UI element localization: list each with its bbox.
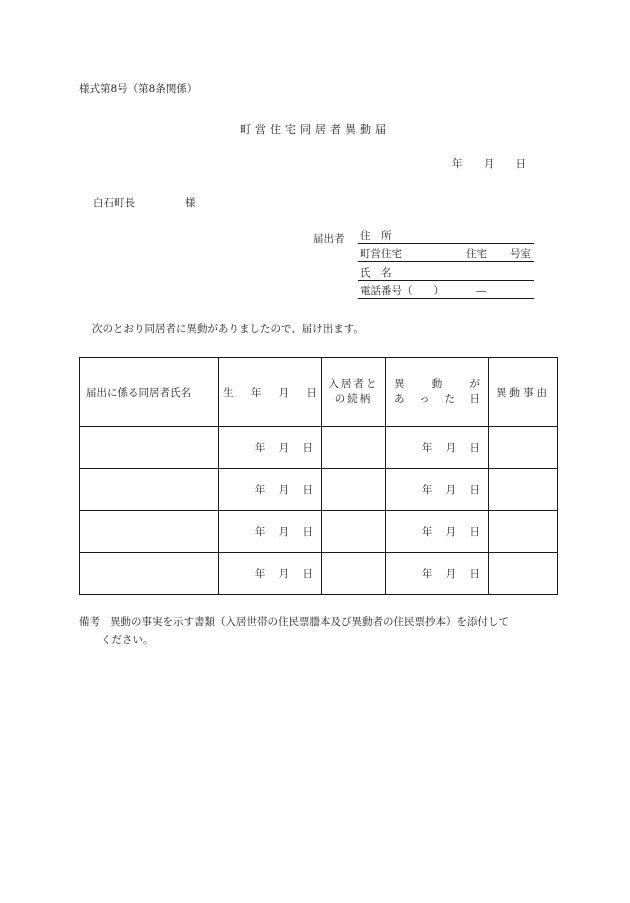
table-header-row: [80, 358, 558, 427]
birth-date-cell[interactable]: 年 月 日: [219, 553, 322, 595]
housing-unit-label: 住宅: [466, 248, 487, 260]
form-number: 様式第8号（第8条関係）: [79, 83, 198, 95]
header-relation-line2: の続柄: [334, 393, 373, 405]
header-relation: [322, 358, 386, 427]
intro-text: 次のとおり同居者に異動がありましたので、届け出ます。: [92, 323, 364, 335]
member-change-table: [79, 357, 558, 595]
reason-cell[interactable]: [489, 427, 558, 469]
note-label: 備考: [79, 616, 100, 628]
note-line1: 異動の事実を示す書類（入居世帯の住民票謄本及び異動者の住民票抄本）を添付して: [110, 616, 509, 628]
addressee-name: 白石町長: [93, 197, 135, 209]
relation-cell[interactable]: [322, 469, 386, 511]
header-member-name: 届出に係る同居者氏名: [80, 358, 219, 427]
relation-cell[interactable]: [322, 553, 386, 595]
header-change-date-char: あ: [394, 393, 405, 405]
member-name-cell[interactable]: [80, 427, 219, 469]
notifier-address-field[interactable]: [358, 229, 534, 244]
header-change-date-char: 日: [469, 393, 480, 405]
change-date-cell[interactable]: 年 月 日: [386, 511, 489, 553]
phone-dash: —: [476, 285, 487, 297]
notifier-name-field[interactable]: [358, 266, 534, 281]
housing-label: 町営住宅: [360, 248, 402, 260]
document-title: 町営住宅同居者異動届: [240, 123, 390, 136]
reason-cell[interactable]: [489, 511, 558, 553]
change-date-cell[interactable]: 年 月 日: [386, 427, 489, 469]
header-change-date-char: た: [444, 393, 455, 405]
reason-cell[interactable]: [489, 469, 558, 511]
relation-cell[interactable]: [322, 427, 386, 469]
header-change-date: [386, 358, 489, 427]
note-line2: ください。: [101, 634, 154, 646]
change-date-cell[interactable]: 年 月 日: [386, 469, 489, 511]
member-name-cell[interactable]: [80, 553, 219, 595]
notifier-housing-field[interactable]: [358, 247, 534, 262]
header-change-date-char: が: [469, 378, 480, 390]
header-change-date-char: 異: [394, 378, 405, 390]
change-date-cell[interactable]: 年 月 日: [386, 553, 489, 595]
header-reason: 異動事由: [489, 358, 558, 427]
submission-date: 年 月 日: [452, 158, 527, 170]
notifier-phone-field[interactable]: [358, 284, 534, 299]
birth-date-cell[interactable]: 年 月 日: [219, 469, 322, 511]
header-change-date-char: 動: [431, 378, 443, 390]
header-birth-date: 生 年 月 日: [219, 358, 322, 427]
addressee: [93, 195, 196, 210]
addressee-honorific: 様: [185, 197, 196, 209]
table-row: [80, 469, 558, 511]
name-label: 氏 名: [360, 267, 392, 279]
address-label: 住 所: [360, 230, 392, 242]
member-name-cell[interactable]: [80, 469, 219, 511]
birth-date-cell[interactable]: 年 月 日: [219, 511, 322, 553]
header-relation-line1: 入居者と: [328, 378, 379, 390]
note: [79, 613, 509, 632]
phone-label: 電話番号（ ）: [360, 285, 444, 297]
reason-cell[interactable]: [489, 553, 558, 595]
relation-cell[interactable]: [322, 511, 386, 553]
table-row: [80, 427, 558, 469]
birth-date-cell[interactable]: 年 月 日: [219, 427, 322, 469]
member-name-cell[interactable]: [80, 511, 219, 553]
table-row: [80, 553, 558, 595]
notifier-label: 届出者: [313, 233, 345, 245]
header-change-date-char: っ: [419, 393, 430, 405]
table-row: [80, 511, 558, 553]
room-suffix-label: 号室: [510, 248, 531, 260]
